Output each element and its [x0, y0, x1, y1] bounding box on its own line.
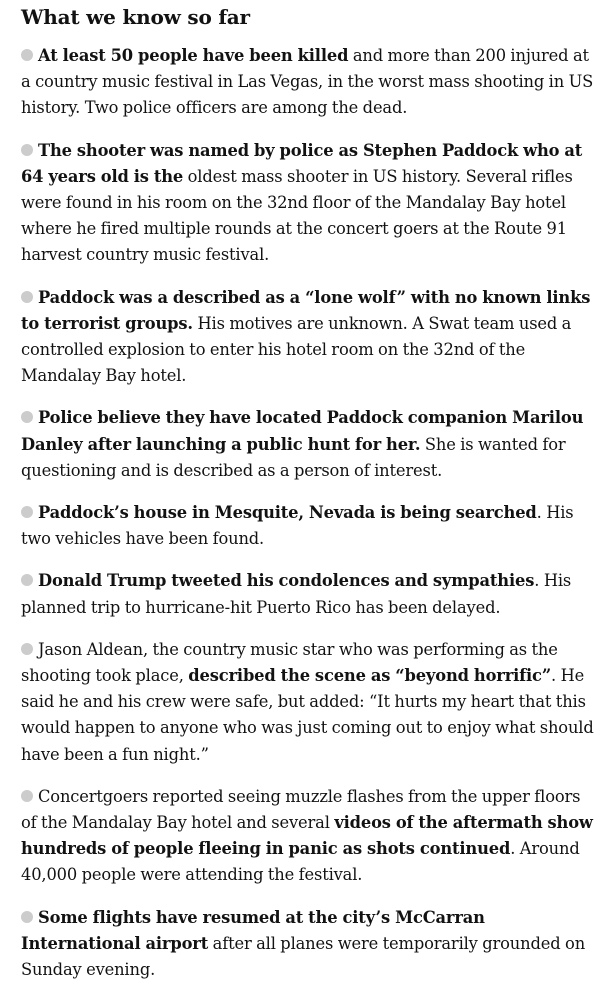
bullet-dot-icon — [21, 643, 33, 655]
body-text: . He said he and his crew were safe, but added: “It hurts my heart that this would happen to anyone who was just coming out to enjoy what should have been a fun night.” — [21, 666, 594, 764]
list-item — [21, 784, 596, 889]
bold-text: Donald Trump tweeted his condolences and sympathies — [38, 571, 535, 591]
list-item — [21, 43, 596, 122]
bullet-dot-icon — [21, 49, 33, 61]
body-text: . His two vehicles have been found. — [21, 503, 574, 549]
bullet-dot-icon — [21, 574, 33, 586]
list-item — [21, 500, 596, 552]
body-text: after all planes were temporarily grounded on Sunday evening. — [21, 933, 586, 980]
bullet-dot-icon — [21, 790, 33, 802]
bold-text: At least 50 people have been killed — [38, 46, 349, 65]
bold-text: Police believe they have located Paddock companion Marilou Danley after launching a public hunt for her. — [21, 408, 584, 454]
bold-text: videos of the aftermath show hundreds of people fleeing in panic as shots continued — [21, 813, 593, 859]
bold-text: Paddock’s house in Mesquite, Nevada is being searched — [38, 503, 537, 523]
bullet-dot-icon — [21, 291, 33, 303]
bold-text: Some flights have resumed at the city’s McCarran International airport — [21, 907, 485, 953]
bold-text: Paddock was a described as a “lone wolf” with no known links to terrorist groups. — [21, 287, 591, 333]
body-text: . Around 40,000 people were attending the festival. — [21, 839, 580, 885]
bold-text: described the scene as “beyond horrific” — [188, 666, 552, 686]
body-text: Jason Aldean, the country music star who was performing as the shooting took place, — [21, 639, 558, 686]
bullet-list — [21, 43, 596, 983]
body-text: Concertgoers reported seeing muzzle flashes from the upper floors of the Mandalay Bay hotel and several — [21, 786, 581, 833]
list-item — [21, 138, 596, 269]
list-item — [21, 405, 596, 484]
body-text: . His planned trip to hurricane-hit Puerto Rico has been delayed. — [21, 571, 572, 617]
article-summary — [21, 0, 596, 999]
bullet-dot-icon — [21, 911, 33, 923]
section-title: What we know so far — [21, 5, 250, 29]
list-item — [21, 637, 596, 768]
bold-text: The shooter was named by police as Stephen Paddock who at 64 years old is the — [21, 140, 583, 186]
list-item — [21, 905, 596, 984]
bullet-dot-icon — [21, 144, 33, 156]
body-text: and more than 200 injured at a country music festival in Las Vegas, in the worst mass shooting in US history. Two police officers are among the dead. — [21, 46, 594, 118]
bullet-dot-icon — [21, 411, 33, 423]
body-text: oldest mass shooter in US history. Several rifles were found in his room on the 32nd floor of the Mandalay Bay hotel where he fired multiple rounds at the concert goers at the Route 91 harvest country music festival. — [21, 166, 573, 265]
body-text: His motives are unknown. A Swat team used a controlled explosion to enter his hotel room on the 32nd of the Mandalay Bay hotel. — [21, 313, 572, 386]
list-item — [21, 568, 596, 620]
list-item — [21, 285, 596, 390]
bullet-dot-icon — [21, 506, 33, 518]
body-text: She is wanted for questioning and is described as a person of interest. — [21, 434, 566, 480]
